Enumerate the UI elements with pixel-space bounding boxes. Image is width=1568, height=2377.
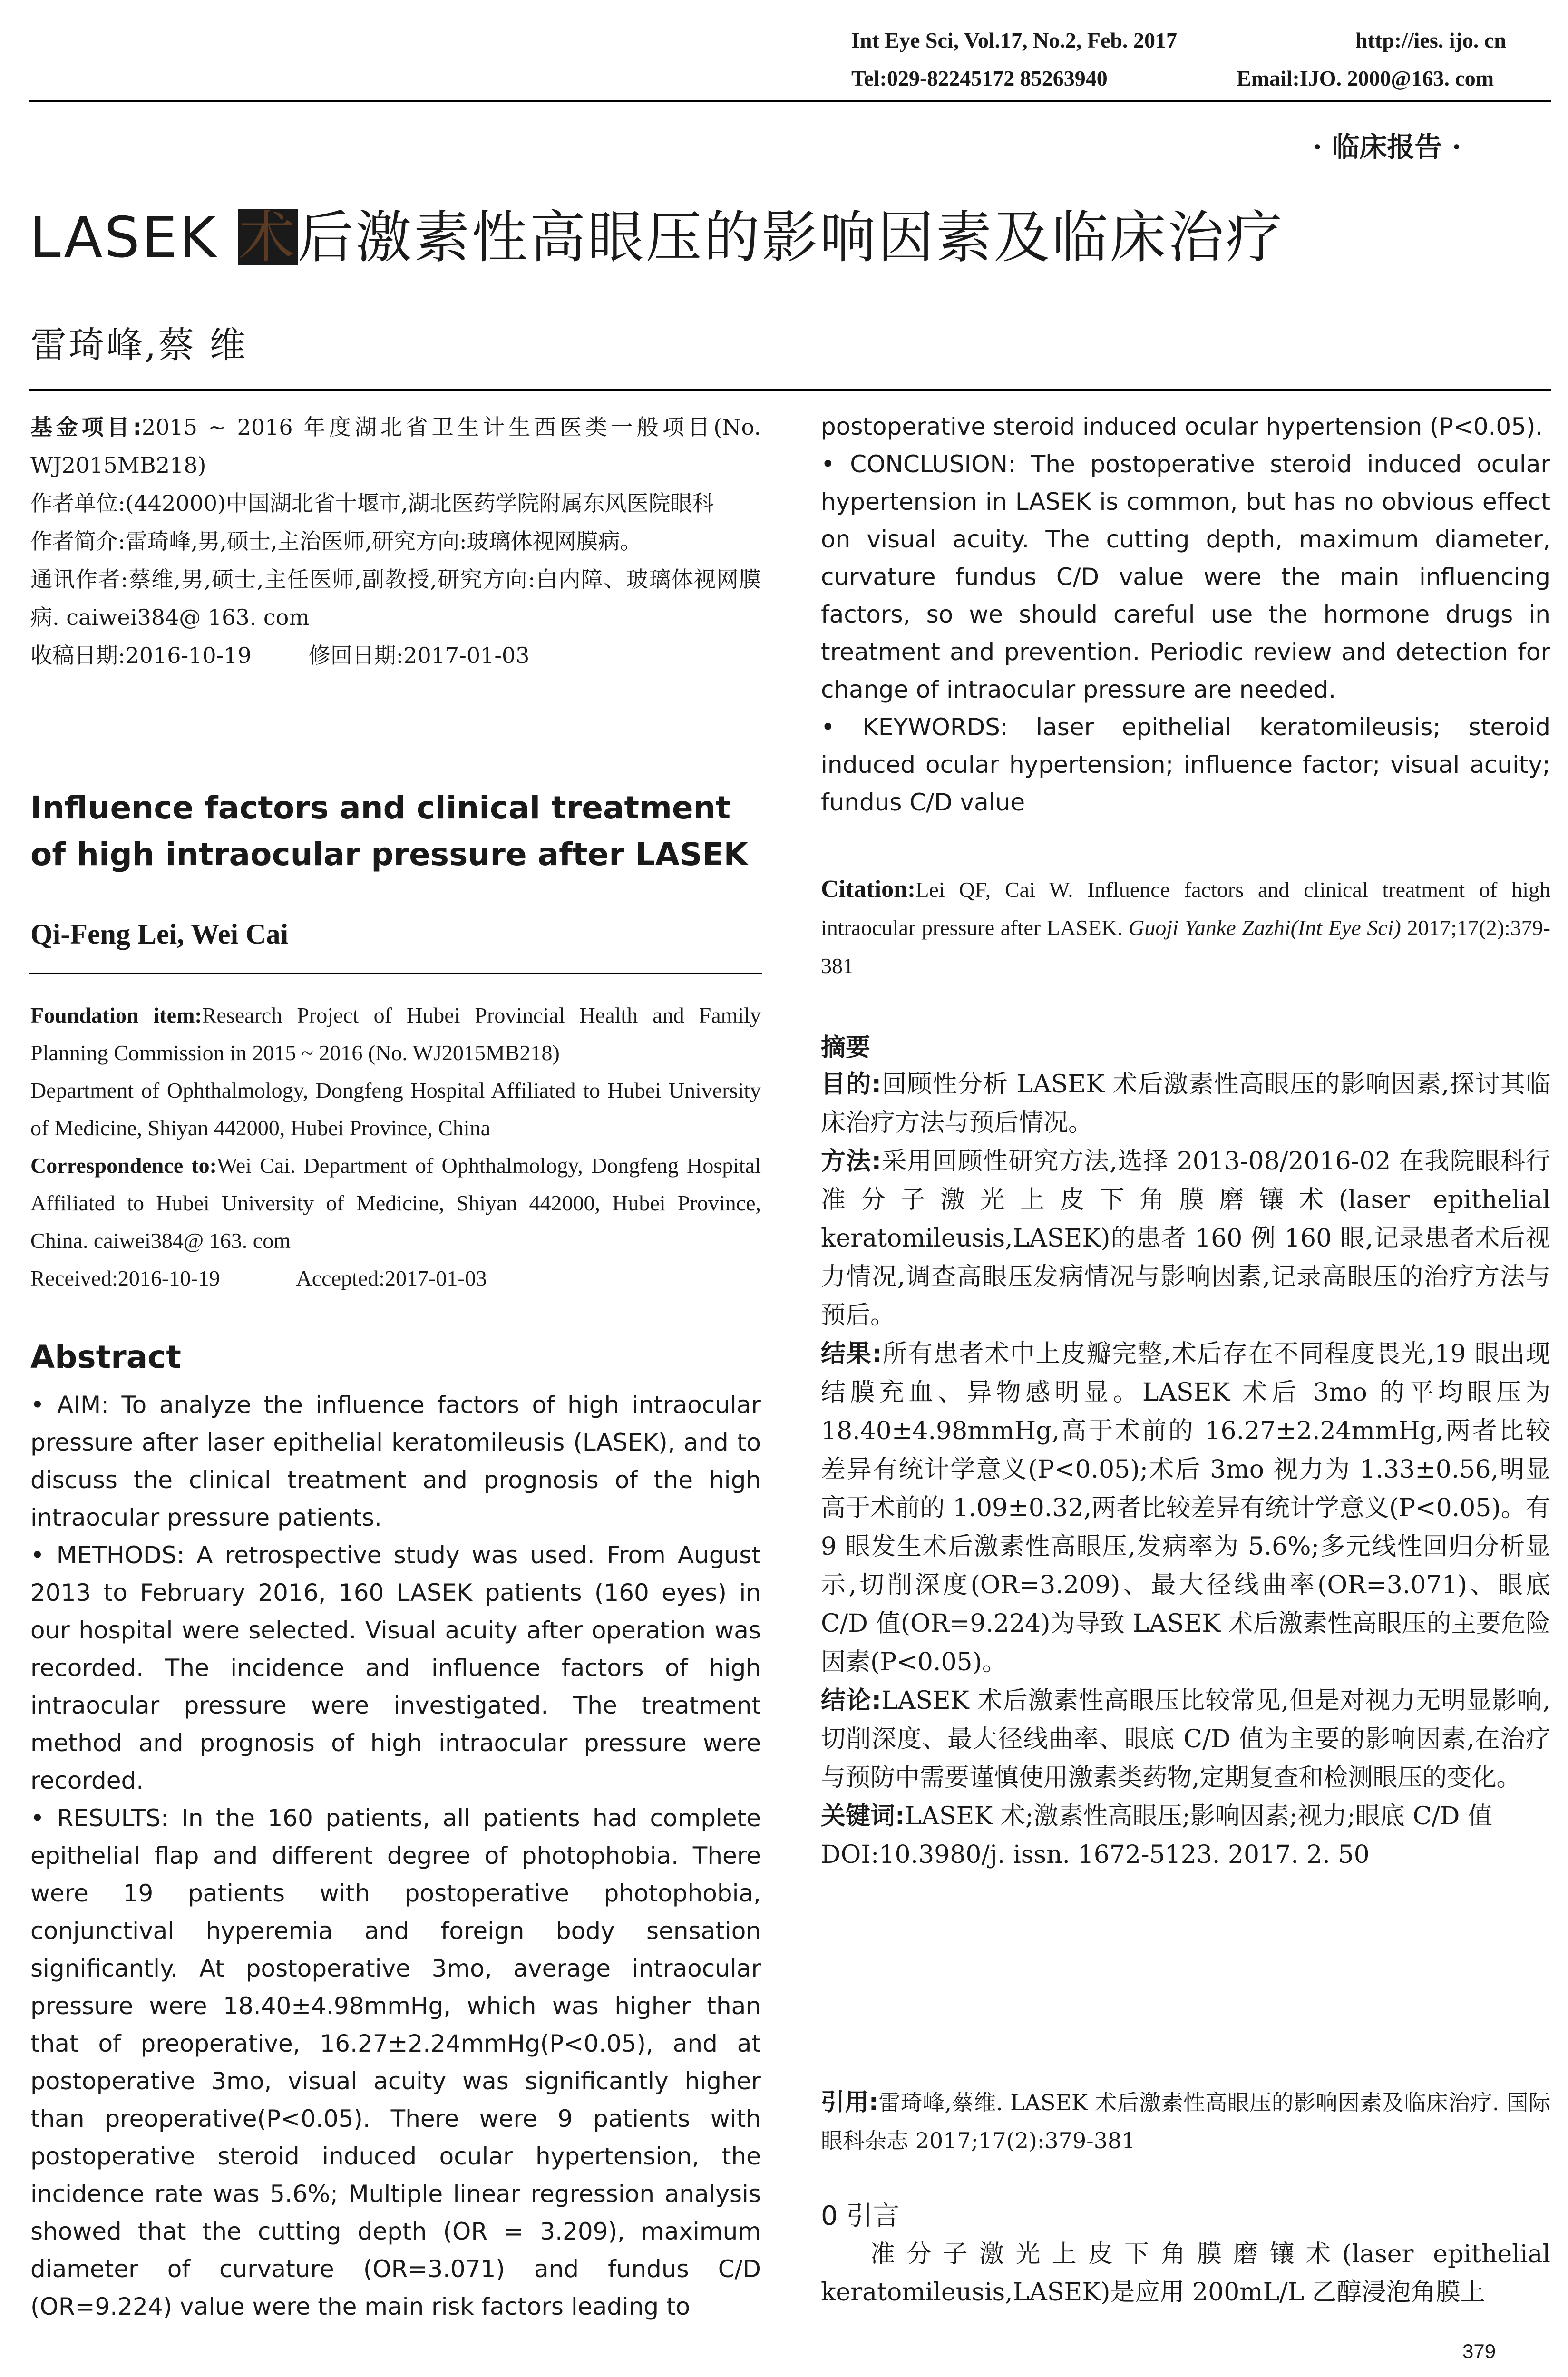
authors-rule xyxy=(29,973,762,974)
abstract-results-tail: postoperative steroid induced ocular hypertension (P<0.05). xyxy=(821,413,1543,440)
intro-paragraph: 准分子激光上皮下角膜磨镶术(laser epithelial keratomileusis,LASEK)是应用 200mL/L 乙醇浸泡角膜上 xyxy=(821,2240,1550,2307)
correspondence: Correspondence to:Wei Cai. Department of Ophthalmology, Dongfeng Hospital Affiliated to Hubei University of Medicine, Shiyan 442000, Hubei Province, China. caiwei384@ 163. com xyxy=(30,1153,761,1253)
journal-email: Email:IJO. 2000@163. com xyxy=(1237,66,1494,90)
title-suffix: 后激素性高眼压的影响因素及临床治疗 xyxy=(297,205,1284,270)
fund-cn: 基金项目:2015 ~ 2016 年度湖北省卫生计生西医类一般项目(No. WJ2015MB218) xyxy=(30,414,761,478)
abstract-aim: • AIM: To analyze the influence factors of high intraocular pressure after laser epithelial keratomileusis (LASEK), and to discuss the clinical treatment and prognosis of the high intraocular pressure patients. xyxy=(30,1391,761,1531)
abstract-cn xyxy=(821,1065,1550,1874)
abstract-en-continued xyxy=(821,408,1550,821)
cn-doi: DOI:10.3980/j. issn. 1672-5123. 2017. 2. 50 xyxy=(821,1841,1370,1869)
abstract-conclusion: • CONCLUSION: The postoperative steroid induced ocular hypertension in LASEK is common, but has no obvious effect on visual acuity. The cutting depth, maximum diameter, curvature fundus C/D value were the main influencing factors, so we should careful use the hormone drugs in treatment and prevention. Periodic review and detection for change of intraocular pressure are needed. xyxy=(821,450,1550,703)
abstract-methods: • METHODS: A retrospective study was used. From August 2013 to February 2016, 160 LASEK patients (160 eyes) in our hospital were selected. Visual acuity after operation was recorded. The incidence and influence factors of high intraocular pressure were investigated. The treatment method and prognosis of high intraocular pressure were recorded. xyxy=(30,1541,761,1794)
citation-cn: 引用:雷琦峰,蔡维. LASEK 术后激素性高眼压的影响因素及临床治疗. 国际眼科杂志 2017;17(2):379-381 xyxy=(821,2088,1550,2153)
title-marked-char: 术 xyxy=(238,205,297,270)
intro-heading: 0 引言 xyxy=(821,2201,900,2231)
title-prefix: LASEK xyxy=(29,205,238,270)
cn-keywords: 关键词:LASEK 术;激素性高眼压;影响因素;视力;眼底 C/D 值 xyxy=(821,1802,1492,1831)
title-rule xyxy=(29,389,1551,391)
citation-en: Citation:Lei QF, Cai W. Influence factors and clinical treatment of high intraocular pressure after LASEK. Guoji Yanke Zazhi(Int Eye Sci) 2017;17(2):379-381 xyxy=(821,876,1550,978)
article-title-en: Influence factors and clinical treatment of high intraocular pressure after LASEK xyxy=(30,789,748,873)
authors-cn: 雷琦峰,蔡 维 xyxy=(30,324,248,366)
article-meta-cn xyxy=(30,408,761,674)
header-rule xyxy=(29,100,1551,102)
foundation-item: Foundation item:Research Project of Hubei Provincial Health and Family Planning Commission in 2015 ~ 2016 (No. WJ2015MB218) xyxy=(30,1003,761,1065)
journal-tel: Tel:029-82245172 85263940 xyxy=(851,66,1108,90)
abstract-results: • RESULTS: In the 160 patients, all patients had complete epithelial flap and different degree of photophobia. There were 19 patients with postoperative photophobia, conjunctival hyperemia and foreign body sensation significantly. At postoperative 3mo, average intraocular pressure were 18.40±4.98mmHg, which was higher than that of preoperative, 16.27±2.24mmHg(P<0.05), and at postoperative 3mo, visual acuity was significantly higher than preoperative(P<0.05). There were 9 patients with postoperative steroid induced ocular hypertension, the incidence rate was 5.6%; Multiple linear regression analysis showed that the cutting depth (OR = 3.209), maximum diameter of curvature (OR=3.071) and fundus C/D (OR=9.224) value were the main risk factors leading to xyxy=(30,1804,761,2320)
abstract-keywords: • KEYWORDS: laser epithelial keratomileusis; steroid induced ocular hypertension; influence factor; visual acuity; fundus C/D value xyxy=(821,713,1550,816)
journal-url: http://ies. ijo. cn xyxy=(1355,28,1506,52)
dates-en: Received:2016-10-19 Accepted:2017-01-03 xyxy=(30,1266,487,1290)
department: Department of Ophthalmology, Dongfeng Hospital Affiliated to Hubei University of Medicine, Shiyan 442000, Hubei Province, China xyxy=(30,1078,761,1140)
abstract-cn-heading: 摘要 xyxy=(821,1033,871,1062)
corr-cn: 通讯作者:蔡维,男,硕士,主任医师,副教授,研究方向:白内障、玻璃体视网膜病. caiwei384@ 163. com xyxy=(30,566,761,630)
cn-method: 方法:采用回顾性研究方法,选择 2013-08/2016-02 在我院眼科行准分子激光上皮下角膜磨镶术(laser epithelial keratomileusis,LASEK)的患者 160 例 160 眼,记录患者术后视力情况,调查高眼压发病情况与影响因素,记录高眼压的治疗方法与预后。 xyxy=(821,1147,1550,1330)
cn-result: 结果:所有患者术中上皮瓣完整,术后存在不同程度畏光,19 眼出现结膜充血、异物感明显。LASEK 术后 3mo 的平均眼压为 18.40±4.98mmHg,高于术前的 16.27±2.24mmHg,两者比较差异有统计学意义(P<0.05);术后 3mo 视力为 1.33±0.56,明显高于术前的 1.09±0.32,两者比较差异有统计学意义(P<0.05)。有 9 眼发生术后激素性高眼压,发病率为 5.6%;多元线性回归分析显示,切削深度(OR=3.209)、最大径线曲率(OR=3.071)、眼底 C/D 值(OR=9.224)为导致 LASEK 术后激素性高眼压的主要危险因素(P<0.05)。 xyxy=(821,1340,1550,1676)
journal-volume-line: Int Eye Sci, Vol.17, No.2, Feb. 2017 xyxy=(851,28,1177,52)
abstract-heading: Abstract xyxy=(30,1339,181,1375)
foundation-block xyxy=(30,996,761,1297)
cn-conclusion: 结论:LASEK 术后激素性高眼压比较常见,但是对视力无明显影响,切削深度、最大径线曲率、眼底 C/D 值为主要的影响因素,在治疗与预防中需要谨慎使用激素类药物,定期复查和检测眼压的变化。 xyxy=(821,1686,1550,1792)
authors-en: Qi-Feng Lei, Wei Cai xyxy=(30,918,289,950)
article-title-cn xyxy=(29,205,1284,270)
cn-aim: 目的:回顾性分析 LASEK 术后激素性高眼压的影响因素,探讨其临床治疗方法与预后情况。 xyxy=(821,1070,1551,1137)
bio-cn: 作者简介:雷琦峰,男,硕士,主治医师,研究方向:玻璃体视网膜病。 xyxy=(30,528,642,554)
abstract-en xyxy=(30,1386,761,2326)
dates-cn: 收稿日期:2016-10-19 修回日期:2017-01-03 xyxy=(30,643,530,668)
section-tag: · 临床报告 · xyxy=(1313,131,1461,163)
page-number: 379 xyxy=(1462,2340,1496,2362)
unit-cn: 作者单位:(442000)中国湖北省十堰市,湖北医药学院附属东风医院眼科 xyxy=(30,490,714,516)
